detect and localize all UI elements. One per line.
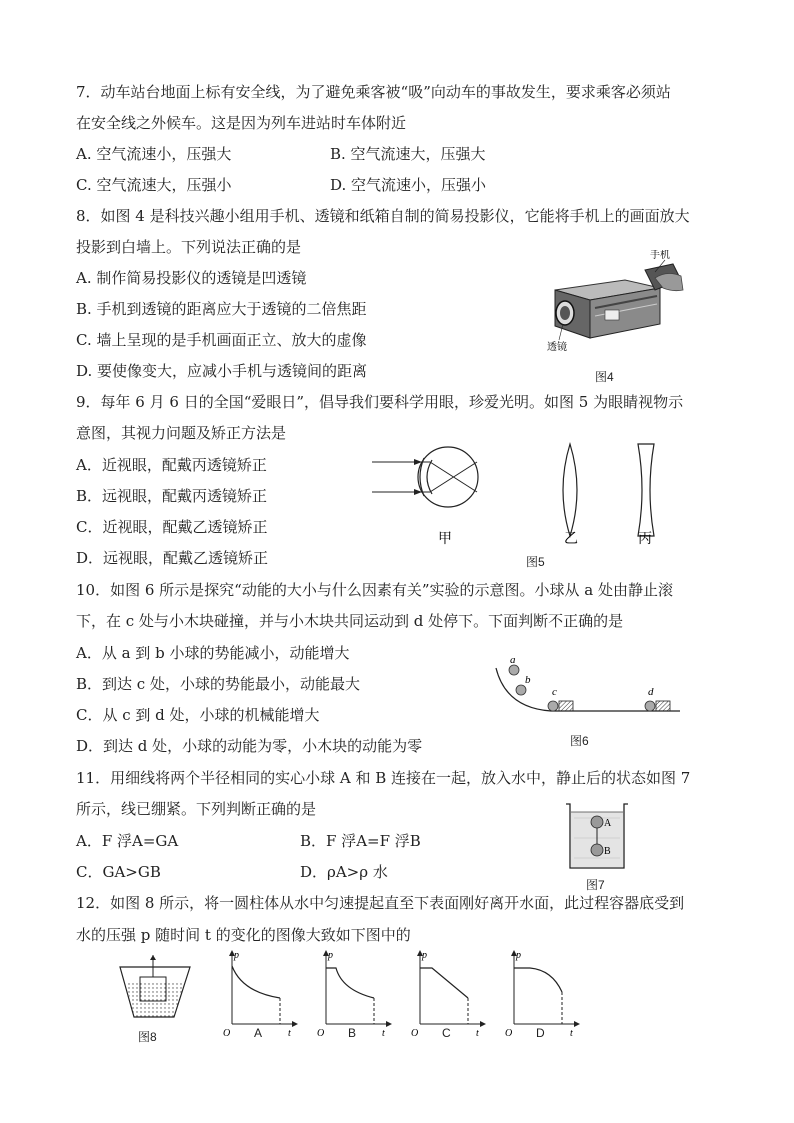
p-axis-label: p	[422, 950, 427, 961]
figure-8-caption: 图8	[138, 1030, 157, 1044]
graph-d-label: D	[536, 1026, 545, 1040]
p-axis-label: p	[234, 950, 239, 961]
q12-stem-line2: 水的压强 p 随时间 t 的变化的图像大致如下图中的	[76, 926, 411, 944]
q8-option-d: D. 要使像变大，应减小手机与透镜间的距离	[76, 362, 368, 380]
point-a-label: a	[510, 654, 516, 666]
figure-6-ramp	[490, 650, 690, 720]
q11-option-c: C．GA>GB	[76, 863, 161, 881]
graph-c-label: C	[442, 1026, 451, 1040]
origin-label: O	[317, 1028, 325, 1039]
wood-block-c	[559, 701, 573, 711]
graph-b-label: B	[348, 1026, 357, 1040]
q10-option-b: B．到达 c 处，小球的势能最小，动能最大	[76, 675, 360, 693]
q8-option-a: A. 制作简易投影仪的透镜是凹透镜	[76, 269, 307, 287]
point-b-label: b	[525, 674, 531, 686]
t-axis-label: t	[570, 1028, 573, 1039]
q11-option-a: A．F 浮A=GA	[76, 832, 179, 850]
q8-option-b: B. 手机到透镜的距离应大于透镜的二倍焦距	[76, 300, 367, 318]
q7-option-d: D. 空气流速小，压强小	[330, 176, 487, 194]
q8-stem-line1: 8．如图 4 是科技兴趣小组用手机、透镜和纸箱自制的简易投影仪，它能将手机上的画面放大	[76, 207, 690, 225]
graph-b	[314, 948, 394, 1040]
q11-option-b: B．F 浮A=F 浮B	[300, 832, 421, 850]
ball-a	[591, 816, 603, 828]
curve-a	[232, 966, 280, 998]
q12-stem-line1: 12．如图 8 所示，将一圆柱体从水中匀速提起直至下表面刚好离开水面，此过程容器底受到	[76, 894, 685, 912]
p-axis-label: p	[516, 950, 521, 961]
t-axis-label: t	[382, 1028, 385, 1039]
q9-stem-line2: 意图，其视力问题及矫正方法是	[76, 424, 287, 442]
ball-at-d	[645, 701, 655, 711]
q11-option-d: D．ρA>ρ 水	[300, 863, 388, 881]
point-c-label: c	[552, 686, 557, 698]
t-axis-label: t	[288, 1028, 291, 1039]
phone-label: 手机	[650, 250, 670, 261]
ball-at-a	[509, 665, 519, 675]
q7-stem-line2: 在安全线之外候车。这是因为列车进站时车体附近	[76, 114, 407, 132]
q9-option-d: D．远视眼，配戴乙透镜矫正	[76, 549, 269, 567]
graph-a-label: A	[254, 1026, 263, 1040]
q7-option-b: B. 空气流速大，压强大	[330, 145, 486, 163]
ball-b	[591, 844, 603, 856]
q8-option-c: C. 墙上呈现的是手机画面正立、放大的虚像	[76, 331, 367, 349]
q7-option-a: A. 空气流速小，压强大	[76, 145, 232, 163]
q9-stem-line1: 9．每年 6 月 6 日的全国“爱眼日”，倡导我们要科学用眼，珍爱光明。如图 5 为眼睛视物示	[76, 393, 684, 411]
figure-6-caption: 图6	[570, 734, 589, 748]
q10-option-c: C．从 c 到 d 处，小球的机械能增大	[76, 706, 320, 724]
figure-5-caption: 图5	[526, 555, 545, 569]
curve-c	[420, 968, 468, 998]
p-axis-label: p	[328, 950, 333, 961]
q7-option-c: C. 空气流速大，压强小	[76, 176, 232, 194]
figure-7-caption: 图7	[586, 878, 605, 892]
ball-at-c	[548, 701, 558, 711]
q8-stem-line2: 投影到白墙上。下列说法正确的是	[76, 238, 302, 256]
point-d-label: d	[648, 686, 654, 698]
figure-7-beaker	[562, 800, 632, 872]
graph-a	[220, 948, 300, 1040]
ball-a-label: A	[604, 818, 612, 829]
ball-b-label: B	[604, 846, 611, 857]
curve-d	[514, 968, 562, 992]
figure-4-caption: 图4	[595, 370, 614, 384]
q11-stem-line1: 11．用细线将两个半径相同的实心小球 A 和 B 连接在一起，放入水中，静止后的状态如图 7	[76, 769, 691, 787]
q9-option-a: A．近视眼，配戴丙透镜矫正	[76, 456, 267, 474]
q9-option-c: C．近视眼，配戴乙透镜矫正	[76, 518, 268, 536]
label-bing: 丙	[638, 532, 652, 547]
figure-5-eye-diagram	[370, 440, 670, 570]
q10-stem-line1: 10．如图 6 所示是探究“动能的大小与什么因素有关”实验的示意图。小球从 a 处由静止滚	[76, 581, 673, 599]
q9-option-b: B．远视眼，配戴丙透镜矫正	[76, 487, 268, 505]
figure-4-projector	[545, 250, 685, 354]
t-axis-label: t	[476, 1028, 479, 1039]
q10-stem-line2: 下，在 c 处与小木块碰撞，并与小木块共同运动到 d 处停下。下面判断不正确的是	[76, 612, 624, 630]
q11-stem-line2: 所示，线已绷紧。下列判断正确的是	[76, 800, 317, 818]
q7-stem-line1: 7．动车站台地面上标有安全线，为了避免乘客被“吸”向动车的事故发生，要求乘客必须站	[76, 83, 671, 101]
q10-option-a: A．从 a 到 b 小球的势能减小，动能增大	[76, 644, 350, 662]
label-yi: 乙	[564, 532, 578, 547]
ball-at-b	[516, 685, 526, 695]
concave-lens-bing	[638, 444, 654, 547]
q10-option-d: D．到达 d 处，小球的动能为零，小木块的动能为零	[76, 737, 423, 755]
convex-lens-yi	[563, 444, 578, 547]
curve-b	[326, 968, 374, 998]
graph-c	[408, 948, 488, 1040]
origin-label: O	[411, 1028, 419, 1039]
wood-block-d	[656, 701, 670, 711]
graph-d	[502, 948, 582, 1040]
figure-8-container	[112, 955, 194, 1025]
lens-label: 透镜	[547, 342, 567, 353]
eye-diagram-jia	[372, 447, 478, 547]
origin-label: O	[505, 1028, 513, 1039]
origin-label: O	[223, 1028, 231, 1039]
projector-illustration	[545, 250, 685, 354]
label-jia: 甲	[438, 532, 452, 547]
